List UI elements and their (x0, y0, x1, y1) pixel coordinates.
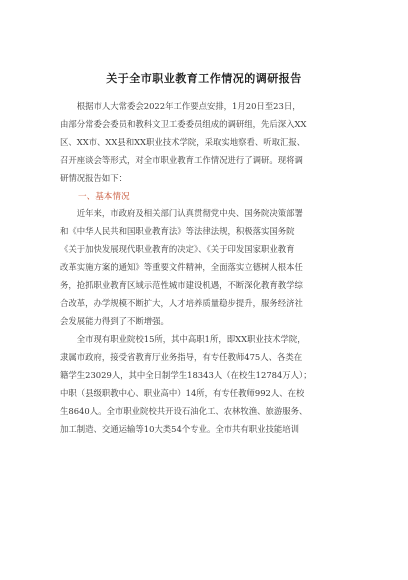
para1-line-7: 会发展能力得到了不断增强。 (60, 316, 169, 326)
para1-line-4: 改革实施方案的通知》等重要文件精神，全面落实立德树人根本任 (60, 262, 303, 272)
para1-line-3: 《关于加快发展现代职业教育的决定》、《关于印发国家职业教育 (60, 244, 295, 254)
para1-line-1: 近年来，市政府及相关部门认真贯彻党中央、国务院决策部署 (60, 208, 303, 218)
intro-line-5: 研情况报告如下： (60, 173, 127, 183)
para2-line-6: 加工制造、交通运输等10大类54个专业。全市共有职业技能培训 (60, 424, 300, 434)
section-heading-basic: 一、基本情况 (78, 192, 130, 202)
para2-line-4: 中职（县级职教中心、职业高中）14所，有专任教师992人、在校 (60, 388, 305, 398)
para1-line-2: 和《中华人民共和国职业教育法》等法律法规，积极落实国务院 (60, 226, 295, 236)
para1-line-6: 合改革，办学规模不断扩大，人才培养质量稳步提升，服务经济社 (60, 298, 303, 308)
para1-line-5: 务，抢抓职业教育区域示范性城市建设机遇，不断深化教育教学综 (60, 280, 303, 290)
para2-line-2: 隶属市政府，接受省教育厅业务指导，有专任教师475人、各类在 (60, 352, 303, 362)
para2-line-1: 全市现有职业院校15所，其中高职1所，即XX职业技术学院， (60, 334, 306, 344)
intro-line-3: 区、XX市、XX县和XX职业技术学院，采取实地察看、听取汇报、 (60, 137, 306, 147)
document-title: 关于全市职业教育工作情况的调研报告 (106, 72, 302, 85)
intro-line-1: 根据市人大常委会2022年工作要点安排，1月20日至23日， (60, 101, 301, 111)
para2-line-5: 生8640人。全市职业院校共开设石油化工、农林牧渔、旅游服务、 (60, 406, 308, 416)
para2-line-3: 籍学生23029人，其中全日制学生18343人（在校生12784万人）； (60, 370, 312, 380)
intro-line-4: 召开座谈会等形式，对全市职业教育工作情况进行了调研。现将调 (60, 155, 303, 165)
intro-line-2: 由部分常委会委员和教科文卫工委委员组成的调研组，先后深入XX (60, 119, 307, 129)
